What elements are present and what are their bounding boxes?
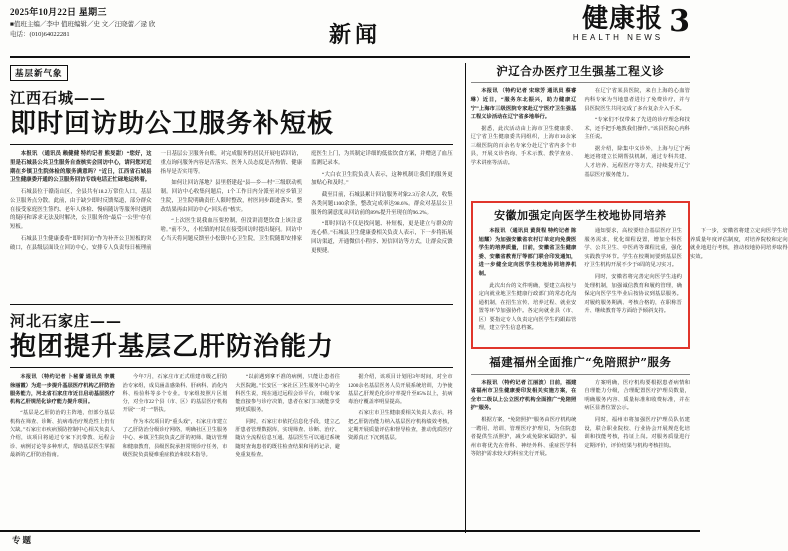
right-article1-para-2: “专家们不仅带来了先进的诊疗理念和技术，还手把手地教我们操作。”该县医院心内科主任说。	[584, 117, 690, 141]
brand-name-cn: 健康报	[582, 4, 664, 34]
page-footer	[0, 530, 700, 545]
section-title: 新闻	[328, 22, 381, 48]
article1-para-5: 截至目前，石城县累计回访服务对象2.3万余人次，收集各类问题1100余条，整改完成率达98.6%。群众对基层公卫服务的满意度从回访前的89%提升至现在的96.2%。	[311, 192, 453, 216]
right-article3-rule	[471, 374, 690, 375]
boxed-article-body	[478, 227, 788, 335]
article-shanghai-liaoning	[471, 64, 690, 195]
article2-para-3: “以前遇到拿不准的病例，只能让患者往大医院跑。”长安区一家社区卫生服务中心的全科医生说，现在通过远程会诊平台，市级专家能直接参与诊疗决策，患者在家门口就能享受到优质服务。	[235, 374, 340, 414]
left-column-divider	[10, 304, 453, 305]
masthead-left	[10, 6, 220, 39]
right-article3-para-2: 同时，福州市将加强医疗护理员队伍建设，联合职业院校、行业协会开展规范化培训和技能考核，持证上岗。对服务质量进行定期评价，评价结果与机构考核挂钩。	[584, 417, 690, 449]
masthead-editors: ■值班主编／李中 值班编辑／史 文／汪晓蕾／逯 欣	[10, 21, 156, 29]
boxed-article-para-1: 通知要求，高校要结合基层医疗卫生服务需求，优化课程设置，增加全科医学、公共卫生、中医药等课程比重，强化实践教学环节。学生在校期间要到基层医疗卫生机构开展不少于8周的见习实习。	[584, 228, 682, 269]
article2-para-1: 今年7月，石家庄市正式组建市级乙肝防治专家组，成员涵盖感染科、肝病科、消化内科、检验科等多个专业。专家组按照片区划分，对全市22个县（市、区）的基层医疗机构开展“一对一”帮扶。	[122, 374, 228, 414]
boxed-article-para-2: 同时，安徽省将完善定向医学生违约处理机制，加强诚信教育和履约管理，确保定向医学生毕业后按协议到基层服务。对履约服务期满、考核合格的，在职称晋升、继续教育等方面给予倾斜支持。	[584, 274, 682, 315]
right-article3-body	[471, 379, 690, 499]
right-article3-para-0: 根据方案，“免陪照护”服务由医疗机构统一聘用、培训、管理医疗护理员，为住院患者提供生活照护，减少或免除家属陪护。福州市将优先在骨科、神经外科、重症医学科等陪护需求较大的科室先行开展。	[470, 417, 577, 458]
boxed-article-para-0: 此次出台的文件明确，要建立高校与定向就业地卫生健康行政部门的常态化沟通机制，在招生宣传、培养过程、就业安置等环节加强协作。各定向就业县（市、区）要指定专人负责定向医学生的跟踪管理，建立学生信息档案。	[478, 282, 577, 332]
right-article1-body	[471, 87, 690, 195]
article2-para-2: 作为本次项目的“重头戏”，石家庄市建立了乙肝防治分级诊疗网络，明确社区卫生服务中心、乡镇卫生院负责乙肝的初筛、随访管理和健康教育，县级医院承担常规诊疗任务，市级医院负责疑难重症救治和技术指导。	[122, 418, 228, 459]
article2-kicker: 河北石家庄——	[10, 312, 123, 331]
article1-kicker: 江西石城——	[10, 89, 107, 107]
article1-para-2: 如何让回访落地？县里搭建起“县—乡—村”三级联动机制。回访中心收集问题后，1个工作日内分派至对应乡镇卫生院，卫生院明确责任人限时整改，村医同步跟进落实，整改结果再由回访中心“回头看”核实。	[160, 180, 303, 213]
left-column	[10, 63, 460, 533]
article2-para-5: 据介绍，该项目计划用3年时间，对全市1200余名基层医务人员开展系统培训，力争使基层乙肝规范化诊疗率提升至85%以上，抗病毒治疗覆盖率明显提高。	[347, 374, 453, 406]
article1-para-1: 石城县卫生健康委将“即时回访”作为补齐公卫短板的突破口，在县级层面设立回访中心，安排专人负责每日梳理前一日基层公卫服务台账，对完成服务的居民开展电话回访，重点询问服务内容是否落实、医务人员态度是否热情、健康指导是否实用等。	[10, 151, 303, 251]
right-article1-para-0: 据悉，此次活动由上海市卫生健康委、辽宁省卫生健康委共同组织，上海市10余家三级医院的百余名专家分赴辽宁省内多个市县，开展义诊咨询、手术示教、教学查房、学术讲座等活动。	[470, 125, 577, 166]
article1-rule	[10, 144, 453, 145]
page-number: 3	[669, 4, 690, 39]
article2-headline: 抱团提升基层乙肝防治能力	[10, 332, 335, 363]
boxed-article-byline: 本报讯 （通讯员 黄贤程 特约记者 陈旭耀）为加强安徽省农村订单定向免费医学生的培养质量，日前，安徽省卫生健康委、安徽省教育厅等部门联合印发通知，进一步健全定向医学生校地协同培养机制。	[478, 228, 577, 278]
article-anhui-boxed	[471, 201, 788, 349]
article1-para-0: 石城县位于赣南山区，全县共有18.2万常住人口，基层公卫服务点分散。此前，由于缺少即时反馈渠道，部分群众在接受家庭医生签约、老年人体检、慢病随访等服务时遇到的疑问和诉求无法及时解决，公卫服务的“最后一公里”存在短板。	[10, 189, 152, 231]
right-article1-headline: 沪辽合办医疗卫生强基工程义诊	[496, 64, 665, 78]
right-column	[470, 63, 788, 533]
right-article3-headline: 福建福州全面推广“免陪照护”服务	[489, 355, 672, 370]
article-jiangxi-shicheng	[10, 87, 453, 300]
article1-para-4: “大白衣卫生院负责人表示，这种机制让我们的服务更加贴心和及时。”	[311, 171, 453, 187]
article2-rule	[10, 367, 453, 368]
article-hebei-shijiazhuang	[10, 310, 453, 551]
right-article1-para-1: 在辽宁省某县医院，来自上海的心血管内科专家为当地患者进行了免费诊疗，并与县医院医生共同完成了多台复杂介入手术。	[584, 88, 690, 112]
content-area	[10, 63, 788, 533]
masthead	[10, 6, 690, 58]
publication-date: 2025年10月22日 星期三	[10, 7, 107, 17]
article1-para-6: “即时回访不仅是找问题、补短板，更是建立与群众的连心桥。”石城县卫生健康委相关负责人表示，下一步将拓展回访渠道，开通微信小程序、短信回访等方式，让群众反馈更便捷。	[311, 221, 453, 254]
right-article1-para-3: 据介绍，除集中义诊外，上海与辽宁两地还将建立长期帮扶机制，通过专科共建、人才培养、远程医疗等方式，持续提升辽宁基层医疗服务能力。	[584, 145, 690, 178]
right-article3-para-1: 方案明确，医疗机构要根据患者病情和自理能力分级，合理配置医疗护理员数量，明确服务内容、质量标准和收费标准，并在病区显著位置公示。	[584, 379, 690, 412]
article2-para-6: 石家庄市卫生健康委相关负责人表示，将把乙肝防治能力纳入基层医疗机构绩效考核，定期开展质量评估和督导检查，推动优质医疗资源真正下沉到基层。	[347, 410, 453, 442]
right-article3-byline: 本报讯 （特约记者 江丽波）日前，福建省福州市卫生健康委印发相关实施方案，在全市二级以上公立医疗机构全面推广“免陪照护”服务。	[470, 379, 577, 412]
masthead-right	[490, 6, 690, 42]
boxed-article-headline: 安徽加强定向医学生校地协同培养	[494, 209, 667, 223]
right-article1-byline: 本报讯 （特约记者 宋琼芳 通讯员 蔡睿琳）近日，“服务东北振兴，助力健康辽宁”上海市三级医院专家赴辽宁医疗卫生强基工程义诊活动在辽宁省多地举行。	[470, 88, 577, 121]
article1-headline: 即时回访助公卫服务补短板	[10, 109, 335, 139]
section-tag: 基层新气象	[10, 65, 68, 81]
article2-byline: 本报讯 （特约记者 卜秘蕾 通讯员 李震 徐丽霞）为进一步提升基层医疗机构乙肝防治服务能力，河北省石家庄市近日启动基层医疗机构乙肝规范化诊疗能力提升项目。	[10, 374, 115, 406]
brand-logo	[573, 6, 663, 42]
article1-para-3: “上次医生说我血压要控制，但没讲清楚饮食上该注意啥。”前不久，小松镇的村民在接受回访时提出疑问。回访中心当天将问题反馈至小松镇中心卫生院，卫生院随即安排家庭医生上门，为其制定详细的低盐饮食方案，并赠送了血压监测记录本。	[160, 151, 453, 242]
article-fuzhou-nursing	[471, 355, 690, 498]
brand-name-en: HEALTH NEWS	[572, 33, 664, 42]
article2-para-4: 同时，石家庄市依托信息化手段，建立乙肝患者管理数据库，实现筛查、诊断、治疗、随访全流程信息互通。基层医生可以通过系统随时查询患者的既往检查结果和用药记录，避免重复检查。	[235, 418, 340, 459]
article2-body	[10, 373, 453, 551]
boxed-article-para-3: 下一步，安徽省将建立定向医学生培养质量年度评估制度，对培养院校和定向就业地进行考核，推动校地协同培养取得实效。	[689, 228, 788, 260]
article1-byline: 本报讯 （通讯员 赖健健 特约记者 熊旻甜）“您好，这里是石城县公共卫生服务自查核实会回访中心，请问您对近期在乡镇卫生院体检的服务满意吗？”近日，江西省石城县卫生健康委开通的公卫服务回访专线电话正忙碌地运转着。	[10, 151, 152, 184]
column-divider	[465, 63, 466, 533]
masthead-phone: 电话：(010)64022281	[10, 30, 70, 38]
article1-body	[10, 150, 453, 300]
right-article1-rule	[471, 82, 690, 83]
article2-para-0: “基层是乙肝防治的主阵地，但部分基层机构在筛查、诊断、抗病毒治疗规范性上仍有欠缺。”石家庄市疾病预防控制中心相关负责人介绍，该项目将通过专家下沉带教、远程会诊、病例讨论等多种形式，帮助基层医生掌握最新的乙肝防治指南。	[10, 410, 115, 459]
footer-section-tag: 专题	[12, 536, 34, 546]
